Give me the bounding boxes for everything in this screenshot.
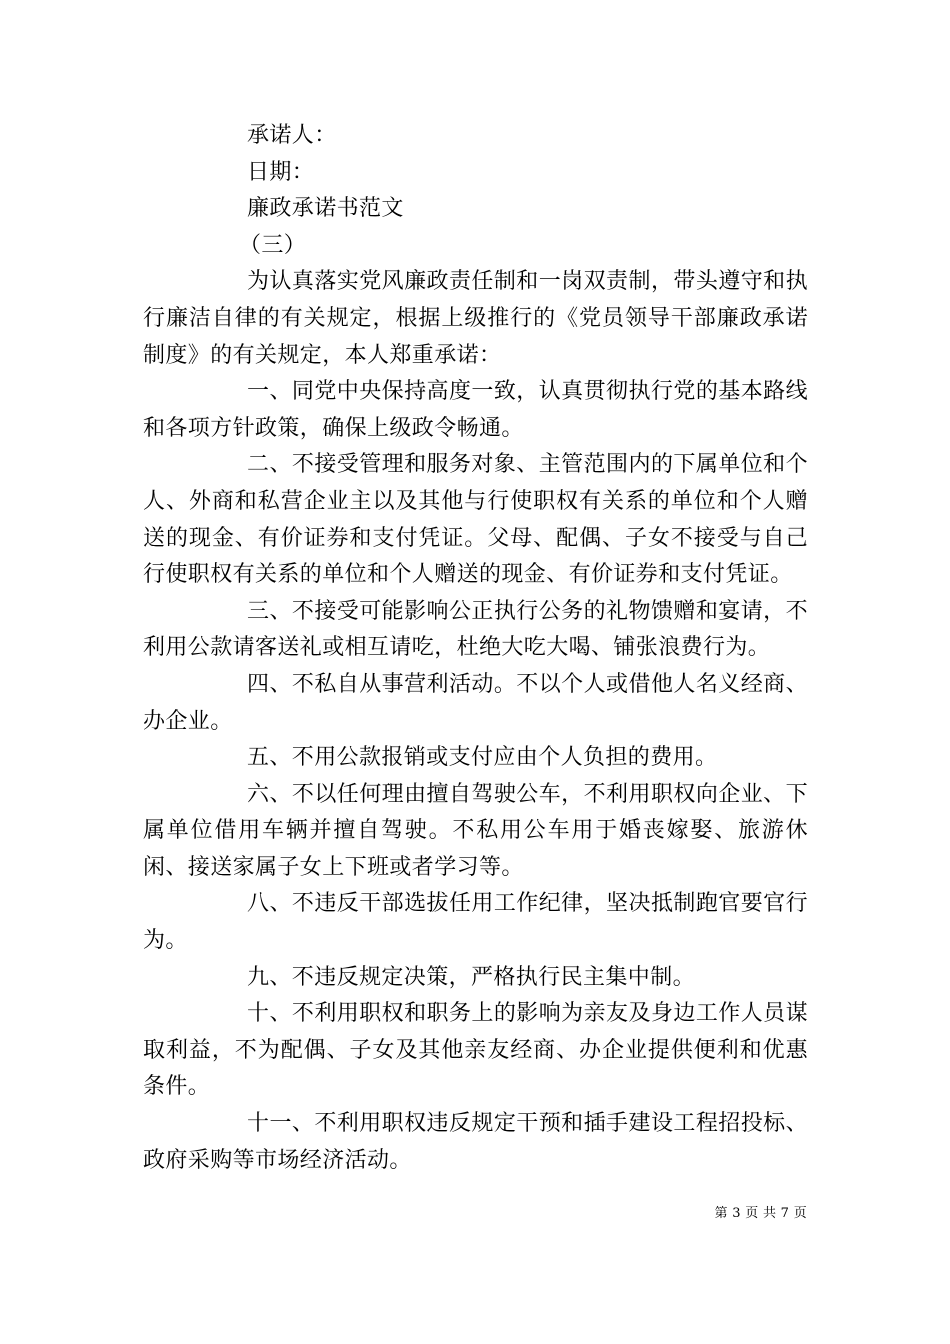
document-body: [143, 118, 808, 1179]
paragraph-item-3: 三、不接受可能影响公正执行公务的礼物馈赠和宴请，不利用公款请客送礼或相互请吃，杜绝大吃大喝、铺张浪费行为。: [143, 598, 808, 661]
promisor-line: 承诺人：: [247, 123, 337, 148]
section-number: （三）: [239, 232, 307, 258]
paragraph-item-11: 十一、不利用职权违反规定干预和插手建设工程招投标、政府采购等市场经济活动。: [143, 1111, 808, 1173]
date-line: 日期：: [247, 159, 315, 185]
paragraph-item-10: 十、不利用职权和职务上的影响为亲友及身边工作人员谋取利益，不为配偶、子女及其他亲友经商、办企业提供便利和优惠条件。: [143, 1001, 808, 1100]
paragraph-intro: 为认真落实党风廉政责任制和一岗双责制，带头遵守和执行廉洁自律的有关规定，根据上级推行的《党员领导干部廉政承诺制度》的有关规定，本人郑重承诺：: [143, 269, 808, 368]
paragraph-item-8: 八、不违反干部选拔任用工作纪律，坚决抵制跑官要官行为。: [143, 891, 808, 954]
paragraph-item-1: 一、同党中央保持高度一致，认真贯彻执行党的基本路线和各项方针政策，确保上级政令畅通。: [143, 379, 808, 441]
paragraph-item-4: 四、不私自从事营利活动。不以个人或借他人名义经商、办企业。: [143, 671, 808, 734]
document-title: 廉政承诺书范文: [247, 196, 404, 222]
paragraph-item-9: 九、不违反规定决策，严格执行民主集中制。: [247, 964, 696, 990]
paragraph-item-6: 六、不以任何理由擅自驾驶公车，不利用职权向企业、下属单位借用车辆并擅自驾驶。不私用公车用于婚丧嫁娶、旅游休闲、接送家属子女上下班或者学习等。: [143, 781, 808, 880]
paragraph-item-2: 二、不接受管理和服务对象、主管范围内的下属单位和个人、外商和私营企业主以及其他与行使职权有关系的单位和个人赠送的现金、有价证券和支付凭证。父母、配偶、子女不接受与自己行使职权有关系的单位和个人赠送的现金、有价证券和支付凭证。: [143, 452, 808, 588]
page-footer: 第 3 页 共 7 页: [714, 1206, 807, 1221]
paragraph-item-5: 五、不用公款报销或支付应由个人负担的费用。: [247, 745, 718, 771]
